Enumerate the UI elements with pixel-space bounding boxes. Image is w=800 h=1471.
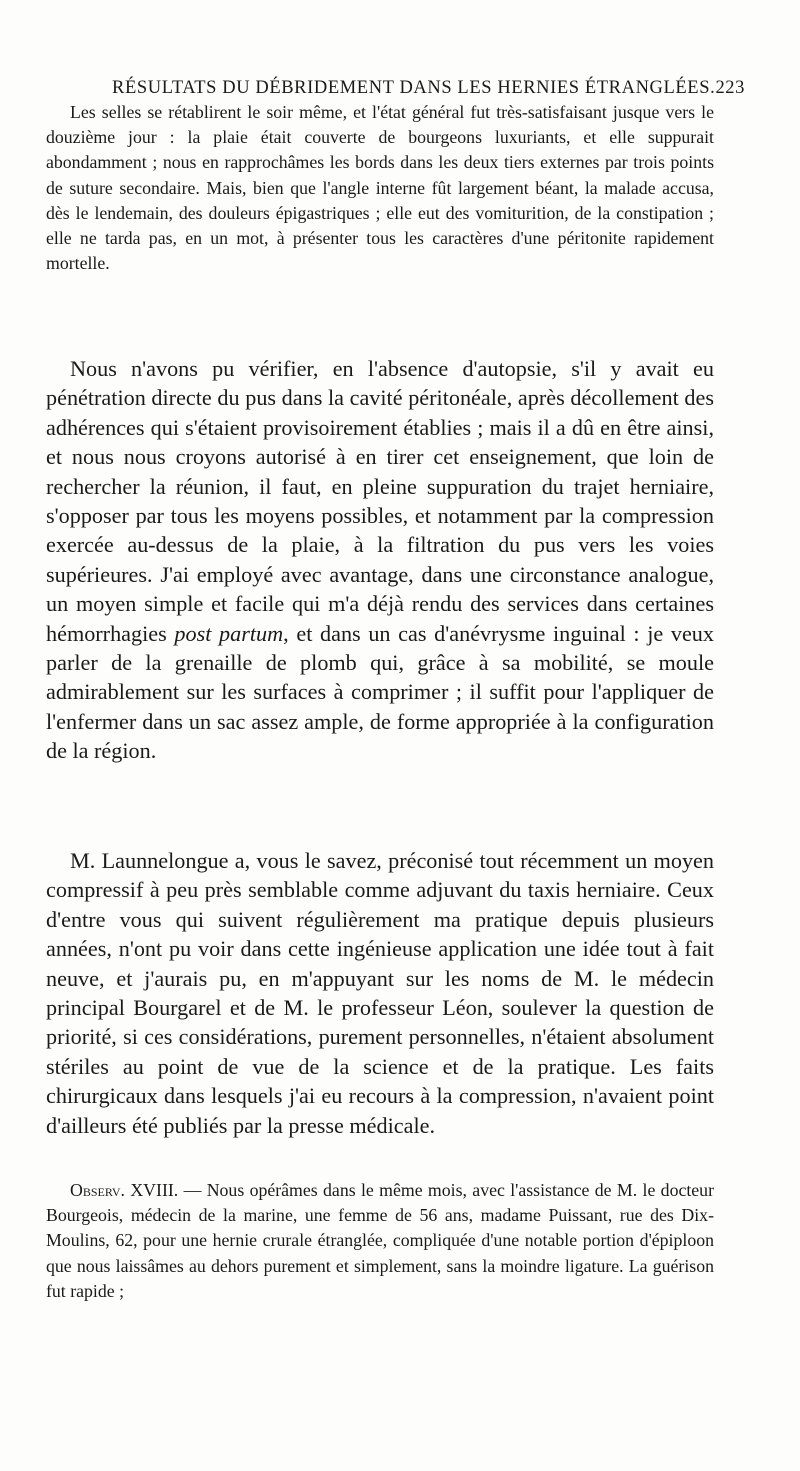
page-number: 223 xyxy=(715,78,745,98)
text-run: — Nous opérâmes dans le même mois, avec l'assistance de M. le docteur Bourgeois, médecin de la marine, une femme de 56 ans, madame Puissant, rue des Dix-Moulins, 62, pour une hernie crurale étranglée, compliquée d'une notable portion d'épiploon que nous laissâmes au dehors purement et simplement, sans la moindre ligature. La guérison fut rapide ; xyxy=(46,1180,714,1301)
text-run: , et dans un cas d'anévrysme inguinal : je veux parler de la grenaille de plomb qui, grâce à sa mobilité, se moule admirablement sur les surfaces à comprimer ; il suffit pour l'appliquer de l'enfermer dans un sac assez ample, de forme appropriée à la configuration de la région. xyxy=(46,620,714,764)
header-title: RÉSULTATS DU DÉBRIDEMENT DANS LES HERNIES ÉTRANGLÉES. xyxy=(112,78,716,98)
paragraph-discussion xyxy=(46,354,714,766)
observation-xviii xyxy=(46,1178,714,1304)
paragraph-text: Les selles se rétablirent le soir même, et l'état général fut très-satisfaisant jusque vers le douzième jour : la plaie était couverte de bourgeons luxuriants, et elle suppurait abondamment ; nous en rapprochâmes les bords dans les deux tiers externes par trois points de suture secondaire. Mais, bien que l'angle interne fût largement béant, la malade accusa, dès le lendemain, des douleurs épigastriques ; elle eut des vomiturition, de la constipation ; elle ne tarda pas, en un mot, à présenter tous les caractères d'une péritonite rapidement mortelle. xyxy=(46,102,714,274)
italic-term: post partum xyxy=(174,620,284,646)
paragraph-priority xyxy=(46,846,714,1140)
observation-label: Observ. XVIII. xyxy=(70,1180,179,1200)
text-run: Nous n'avons pu vérifier, en l'absence d'autopsie, s'il y avait eu pénétration directe du pus dans la cavité péritonéale, après décollement des adhérences qui s'étaient provisoirement établies ; mais il a dû en être ainsi, et nous nous croyons autorisé à en tirer cet enseignement, que loin de rechercher la réunion, il faut, en pleine suppuration du trajet herniaire, s'opposer par tous les moyens possibles, et notamment par la compression exercée au-dessus de la plaie, à la filtration du pus vers les voies supérieures. J'ai employé avec avantage, dans une circonstance analogue, un moyen simple et facile qui m'a déjà rendu des services dans certaines hémorrhagies xyxy=(46,356,714,646)
paragraph-text: M. Launnelongue a, vous le savez, préconisé tout récemment un moyen compressif à peu près semblable comme adjuvant du taxis herniaire. Ceux d'entre vous qui suivent régulièrement ma pratique depuis plusieurs années, n'ont pu voir dans cette ingénieuse application une idée tout à fait neuve, et j'aurais pu, en m'appuyant sur les noms de M. le médecin principal Bourgarel et de M. le professeur Léon, soulever la question de priorité, si ces considérations, purement personnelles, n'étaient absolument stériles au point de vue de la science et de la pratique. Les faits chirurgicaux dans lesquels j'ai eu recours à la compression, n'avaient point d'ailleurs été publiés par la presse médicale. xyxy=(46,848,714,1138)
paragraph-case-continuation xyxy=(46,100,714,276)
running-header xyxy=(112,76,745,100)
paragraph-text xyxy=(46,1178,714,1304)
paragraph-text xyxy=(46,354,714,766)
